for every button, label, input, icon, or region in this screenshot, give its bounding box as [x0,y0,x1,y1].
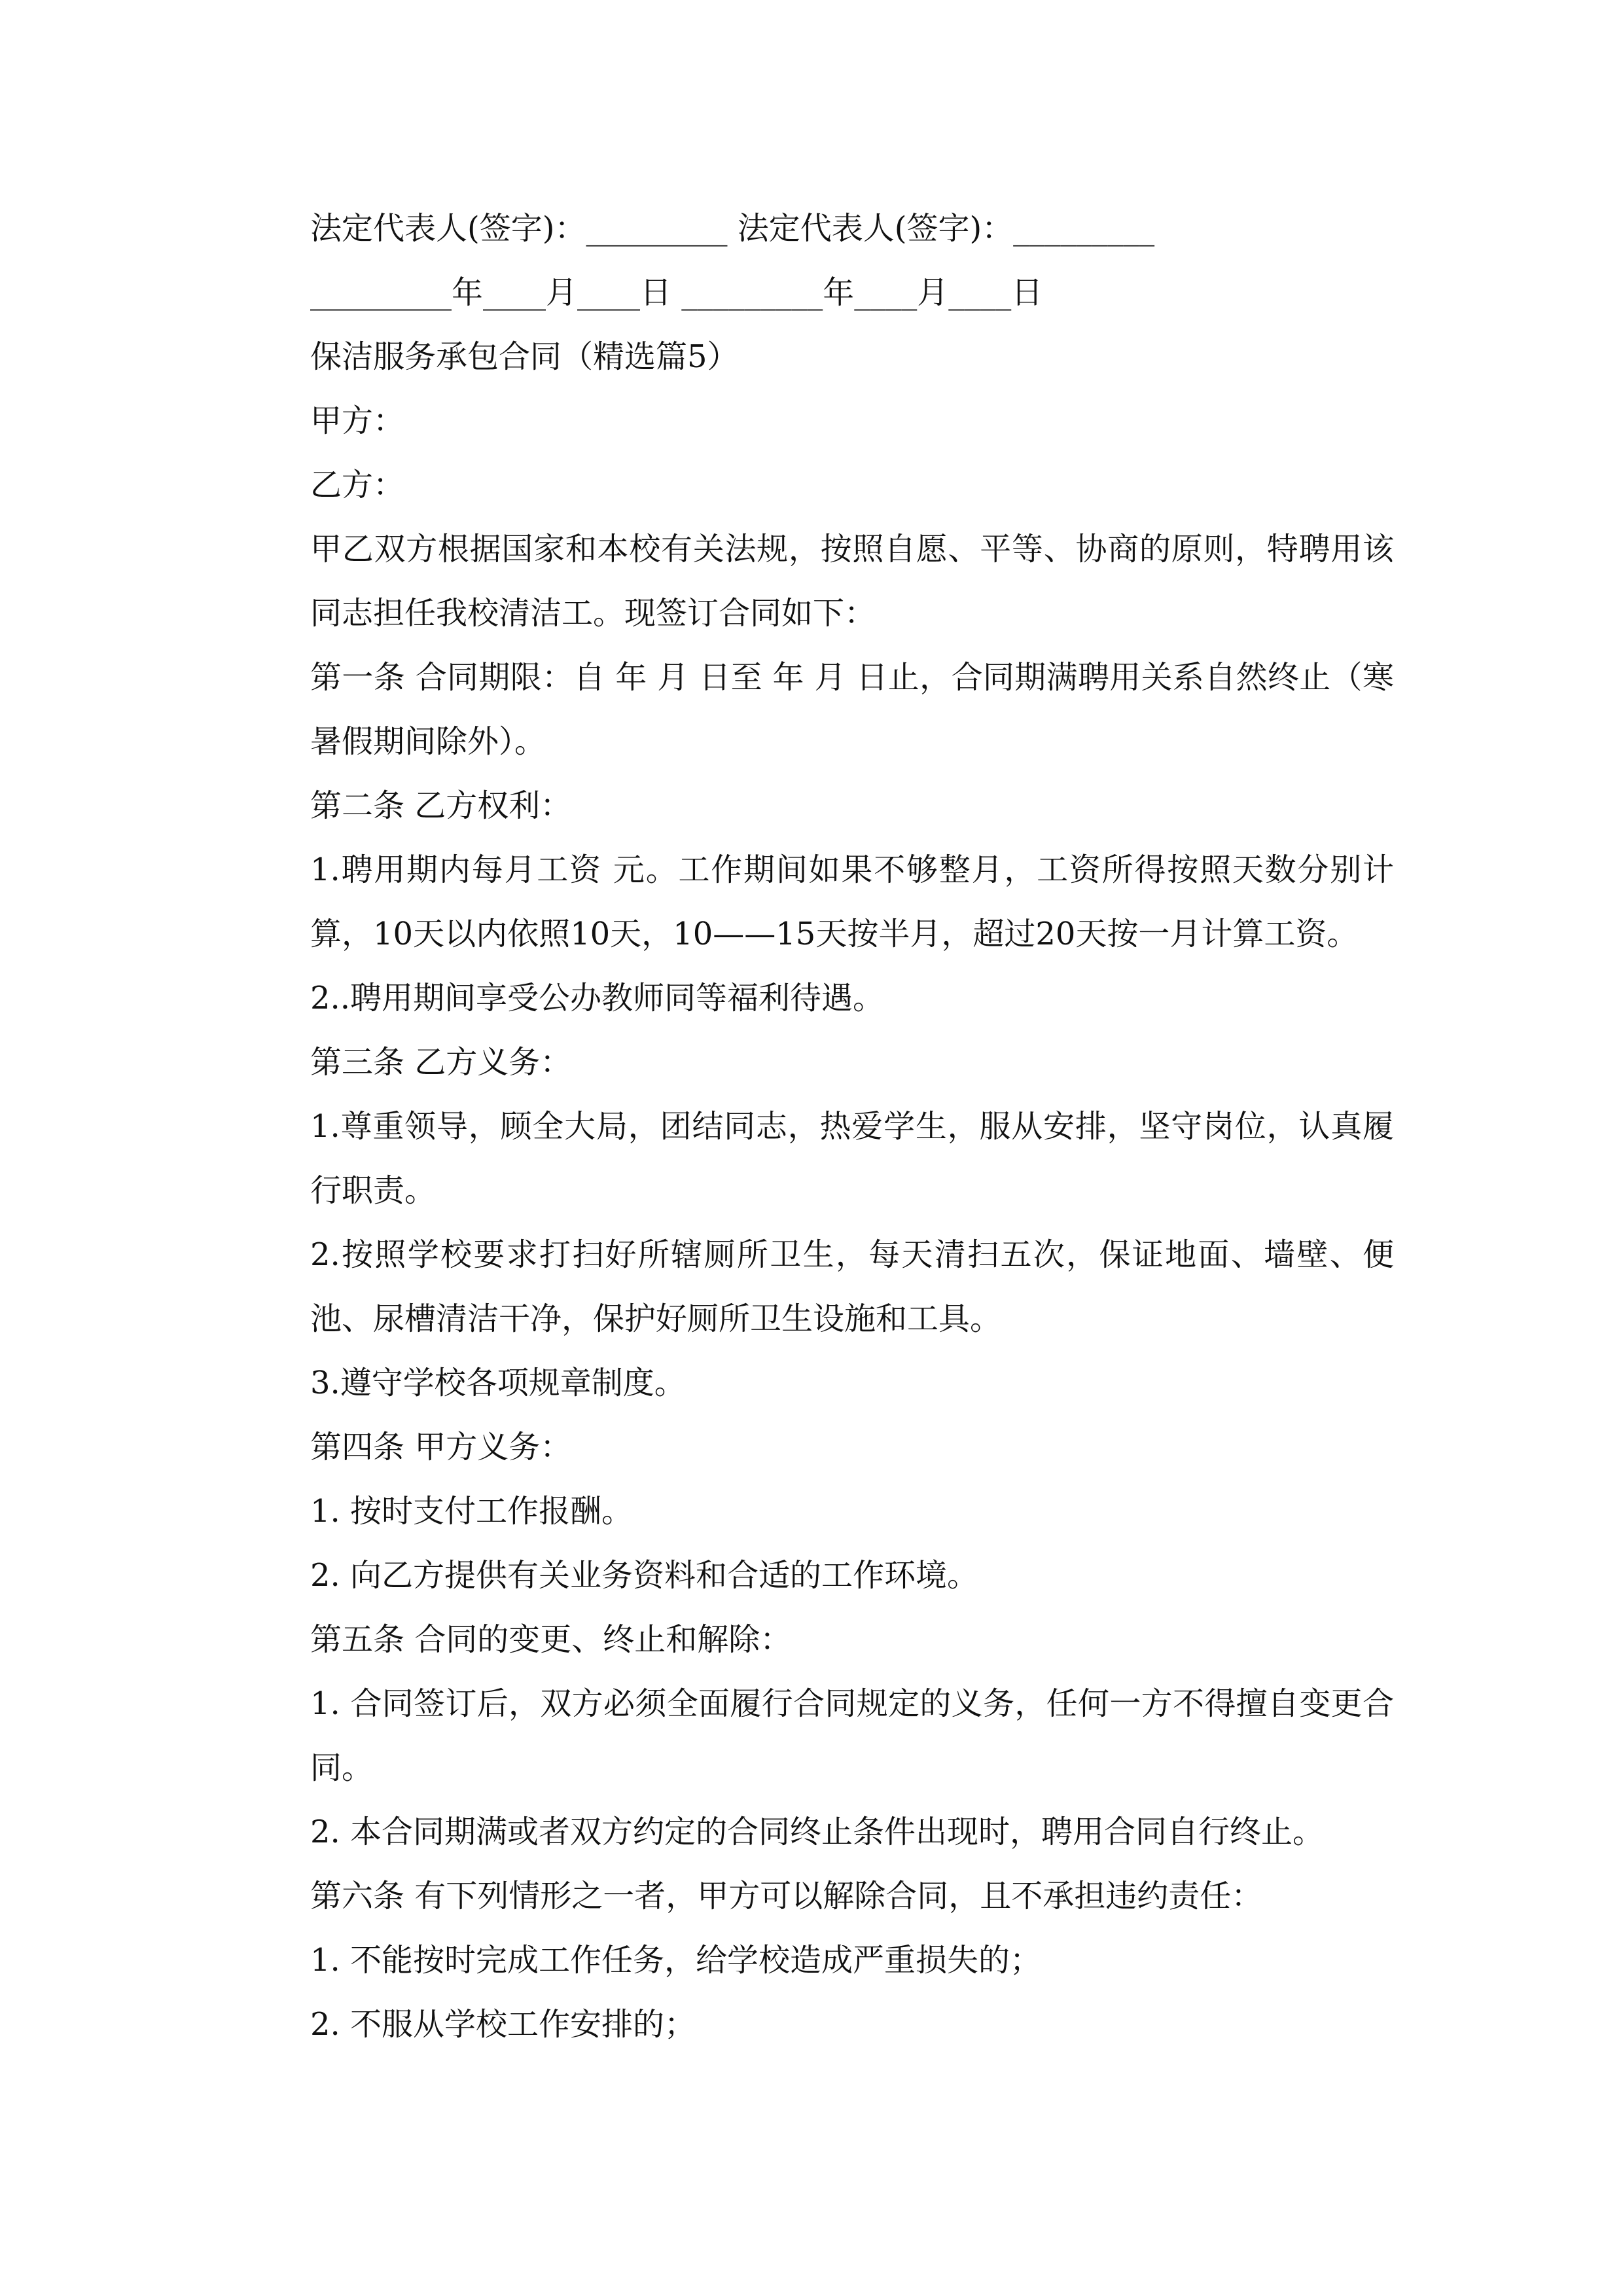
article-5-heading: 第五条 合同的变更、终止和解除： [310,1621,792,1658]
article-1: 第一条 合同期限：自 年 月 日至 年 月 日止，合同期满聘用关系自然终止（寒暑假期间除外）。 [310,659,1394,760]
document-body [247,196,1394,2056]
article-3-heading: 第三条 乙方义务： [310,1044,572,1081]
contract-title: 保洁服务承包合同（精选篇5） [310,338,739,375]
article-3-item-1: 1.尊重领导，顾全大局，团结同志，热爱学生，服从安排，坚守岗位，认真履行职责。 [310,1108,1394,1209]
article-6-item-2: 2. 不服从学校工作安排的； [310,2006,696,2043]
article-2-item-1: 1.聘用期内每月工资 元。工作期间如果不够整月，工资所得按照天数分别计算，10天以内依照10天，10——15天按半月，超过20天按一月计算工资。 [310,852,1394,952]
party-b: 乙方： [310,467,405,503]
article-6-item-1: 1. 不能按时完成工作任务，给学校造成严重损失的； [310,1942,1042,1979]
article-2-heading: 第二条 乙方权利： [310,787,572,824]
party-a: 甲方： [310,403,405,439]
date-line: _________年____月____日 _________年____月____日 [310,274,1043,311]
article-4-heading: 第四条 甲方义务： [310,1429,572,1465]
article-3-item-3: 3.遵守学校各项规章制度。 [310,1365,686,1401]
article-2-item-2: 2..聘用期间享受公办教师同等福利待遇。 [310,980,885,1016]
article-6-heading: 第六条 有下列情形之一者，甲方可以解除合同，且不承担违约责任： [310,1878,1263,1914]
article-3-item-2: 2.按照学校要求打扫好所辖厕所卫生，每天清扫五次，保证地面、墙壁、便池、尿槽清洁干净，保护好厕所卫生设施和工具。 [310,1236,1394,1337]
article-5-item-2: 2. 本合同期满或者双方约定的合同终止条件出现时，聘用合同自行终止。 [310,1814,1325,1850]
article-4-item-1: 1. 按时支付工作报酬。 [310,1493,633,1530]
article-4-item-2: 2. 向乙方提供有关业务资料和合适的工作环境。 [310,1557,979,1594]
preamble-paragraph: 甲乙双方根据国家和本校有关法规，按照自愿、平等、协商的原则，特聘用该同志担任我校清洁工。现签订合同如下： [310,531,1394,632]
article-5-item-1: 1. 合同签订后，双方必须全面履行合同规定的义务，任何一方不得擅自变更合同。 [310,1685,1394,1786]
signature-line: 法定代表人(签字)：_________ 法定代表人(签字)：_________ [310,210,1155,247]
